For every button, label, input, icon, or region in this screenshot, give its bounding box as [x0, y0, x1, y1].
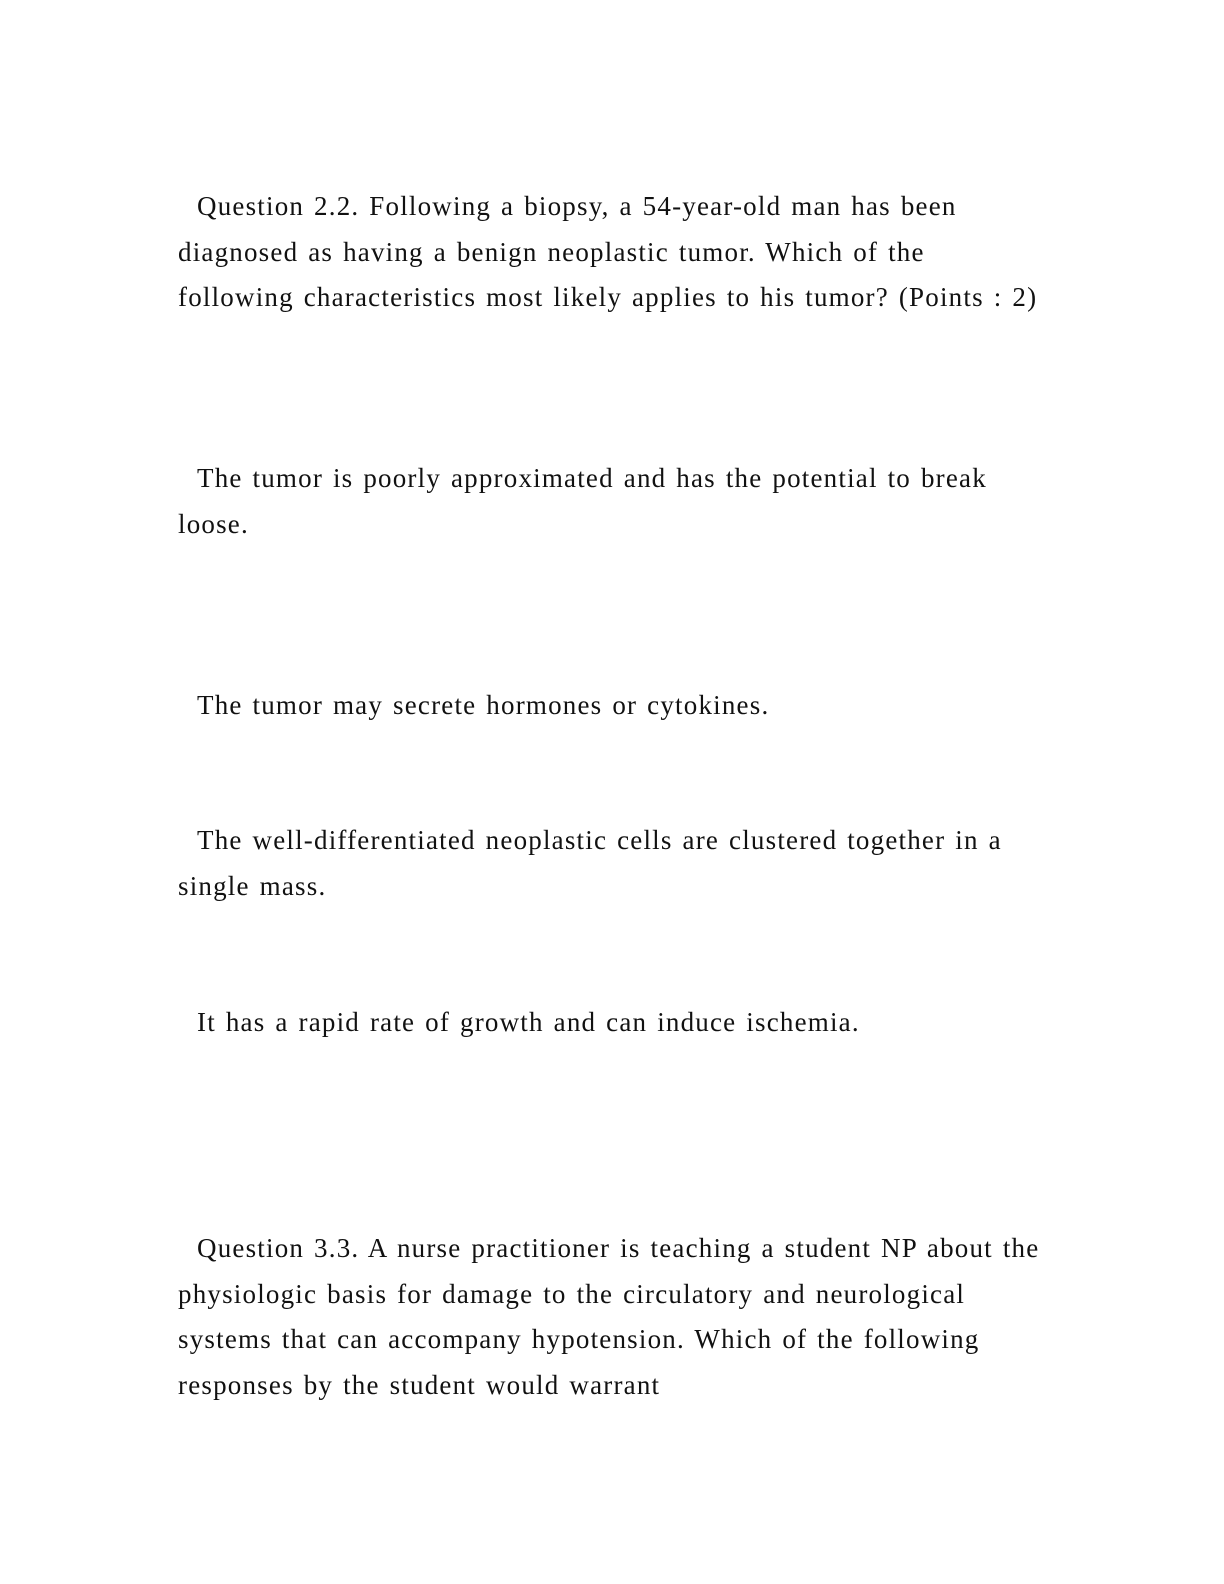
answer-option-1: The tumor is poorly approximated and has the potential to break loose.: [178, 463, 987, 539]
answer-option-2: The tumor may secrete hormones or cytokines.: [197, 690, 770, 720]
question-2-2-text: Question 2.2. Following a biopsy, a 54-year-old man has been diagnosed as having a benign neoplastic tumor. Which of the following characteristics most likely applies to his tumor? (Points : 2): [178, 191, 1038, 312]
question-3-3-text: Question 3.3. A nurse practitioner is teaching a student NP about the physiologic basis for damage to the circulatory and neurological systems that can accompany hypotension. Which of the following responses by the student would warrant: [178, 1233, 1040, 1400]
answer-option-4: It has a rapid rate of growth and can induce ischemia.: [197, 1007, 860, 1037]
answer-option-3: The well-differentiated neoplastic cells are clustered together in a single mass.: [178, 825, 1002, 901]
